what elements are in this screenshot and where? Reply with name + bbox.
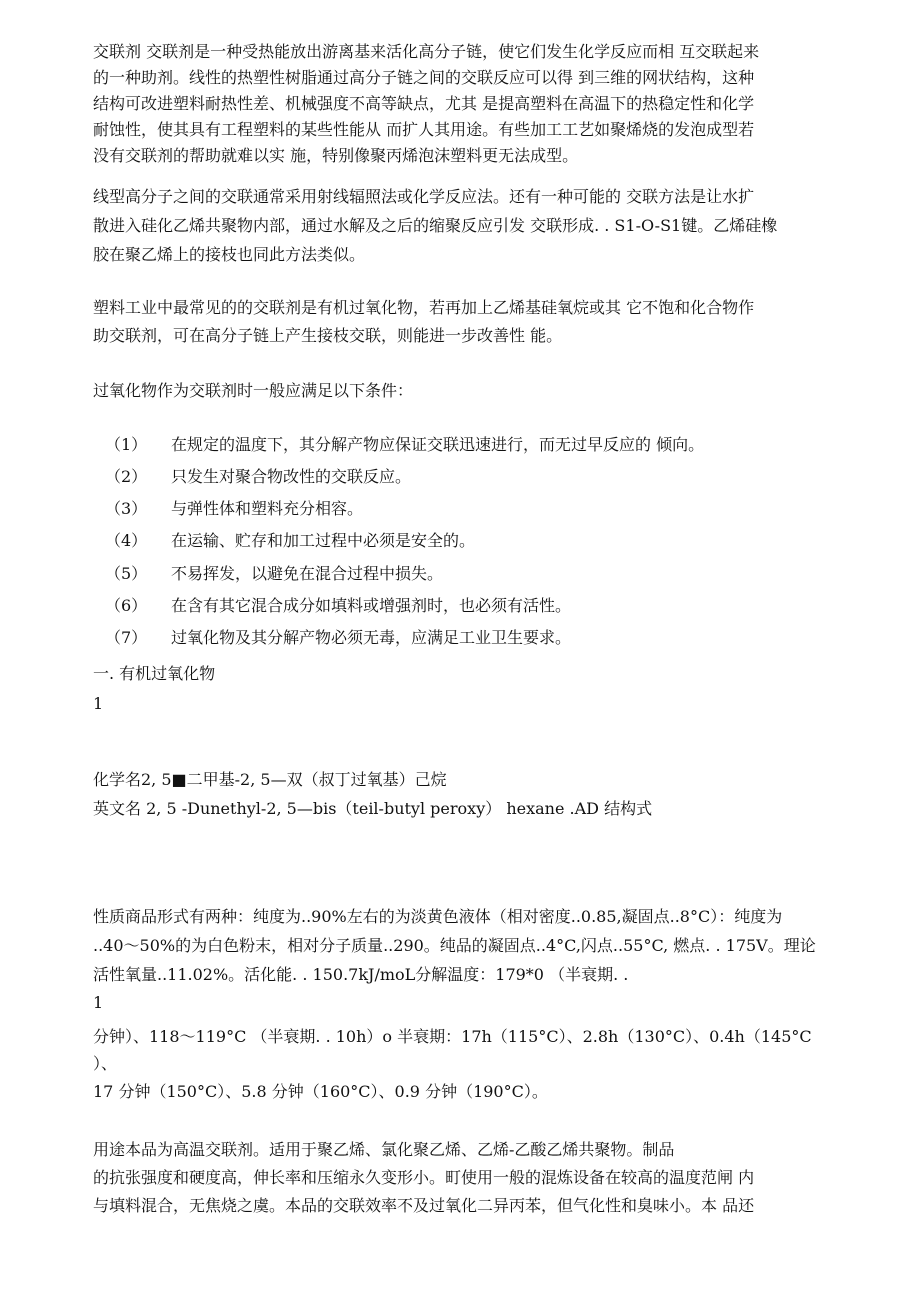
para2-line-3: 胶在聚乙烯上的接枝也同此方法类似。: [93, 245, 366, 264]
page-marker: 1: [93, 993, 104, 1012]
halflife-line-3: 17 分钟（150°C）、5.8 分钟（160°C）、0.9 分钟（190°C）。: [93, 1082, 548, 1101]
section-heading: 一. 有机过氧化物: [93, 664, 216, 683]
condition-number: （1）: [105, 435, 148, 454]
para2-line-1: 线型高分子之间的交联通常采用射线辐照法或化学反应法。还有一种可能的 交联方法是让水扩: [93, 187, 755, 206]
chemical-name: 化学名2, 5■二甲基-2, 5—双（叔丁过氧基）己烷: [93, 770, 447, 789]
condition-number: （7）: [105, 628, 148, 647]
para3-line-2: 助交联剂，可在高分子链上产生接枝交联，则能进一步改善性 能。: [93, 326, 563, 345]
condition-number: （3）: [105, 499, 148, 518]
condition-text: 只发生对聚合物改性的交联反应。: [171, 467, 412, 486]
para3-line-1: 塑料工业中最常见的的交联剂是有机过氧化物，若再加上乙烯基硅氧烷或其 它不饱和化合物作: [93, 298, 755, 317]
condition-text: 在规定的温度下，其分解产物应保证交联迅速进行，而无过早反应的 倾向。: [171, 435, 705, 454]
properties-line-1: 性质商品形式有两种：纯度为..90%左右的为淡黄色液体（相对密度..0.85,凝固点..8°C）：纯度为: [93, 907, 783, 926]
halflife-line-2: ）、: [93, 1054, 118, 1073]
para1-line-5: 没有交联剂的帮助就难以实 施，特别像聚丙烯泡沫塑料更无法成型。: [93, 146, 579, 165]
para1-line-3: 结构可改进塑料耐热性差、机械强度不高等缺点，尤其 是提高塑料在高温下的热稳定性和化学: [93, 94, 755, 113]
condition-number: （6）: [105, 596, 148, 615]
condition-number: （4）: [105, 531, 148, 550]
properties-line-3: 活性氧量..11.02%。活化能. . 150.7kJ/moL分解温度：179*0 （半衰期. .: [93, 965, 629, 984]
english-name: 英文名 2, 5 -Dunethyl-2, 5—bis（teil-butyl peroxy） hexane .AD 结构式: [93, 799, 653, 818]
para1-line-4: 耐蚀性，使其具有工程塑料的某些性能从 而扩人其用途。有些加工工艺如聚烯烧的发泡成型若: [93, 120, 755, 139]
para2-line-2: 散进入硅化乙烯共聚物内部，通过水解及之后的缩聚反应引发 交联形成. . S1-O-S1键。乙烯硅橡: [93, 216, 778, 235]
conditions-intro: 过氧化物作为交联剂时一般应满足以下条件：: [93, 381, 414, 400]
usage-line-2: 的抗张强度和硬度高，伸长率和压缩永久变形小。町使用一般的混炼设备在较高的温度范闸 内: [93, 1168, 755, 1187]
para1-line-2: 的一种助剂。线性的热塑性树脂通过高分子链之间的交联反应可以得 到三维的网状结构，这种: [93, 68, 755, 87]
condition-number: （5）: [105, 564, 148, 583]
para1-line-1: 交联剂 交联剂是一种受热能放出游离基来活化高分子链，使它们发生化学反应而相 互交联起来: [93, 42, 760, 61]
condition-text: 在运输、贮存和加工过程中必须是安全的。: [171, 531, 476, 550]
usage-line-1: 用途本品为高温交联剂。适用于聚乙烯、氯化聚乙烯、乙烯-乙酸乙烯共聚物。制品: [93, 1140, 675, 1159]
page-marker: 1: [93, 694, 104, 713]
condition-text: 不易挥发，以避免在混合过程中损失。: [171, 564, 444, 583]
condition-text: 在含有其它混合成分如填料或增强剂时，也必须有活性。: [171, 596, 572, 615]
halflife-line-1: 分钟）、118～119°C （半衰期. . 10h）o 半衰期：17h（115°C）、2.8h（130°C）、0.4h（145°C: [93, 1027, 812, 1046]
usage-line-3: 与填料混合，无焦烧之虞。本品的交联效率不及过氧化二异丙苯，但气化性和臭味小。本 品还: [93, 1196, 755, 1215]
condition-text: 过氧化物及其分解产物必须无毒，应满足工业卫生要求。: [171, 628, 572, 647]
condition-number: （2）: [105, 467, 148, 486]
condition-text: 与弹性体和塑料充分相容。: [171, 499, 364, 518]
properties-line-2: ..40～50%的为白色粉末，相对分子质量..290。纯品的凝固点..4°C,闪点..55°C, 燃点. . 175V。理论: [93, 936, 816, 955]
